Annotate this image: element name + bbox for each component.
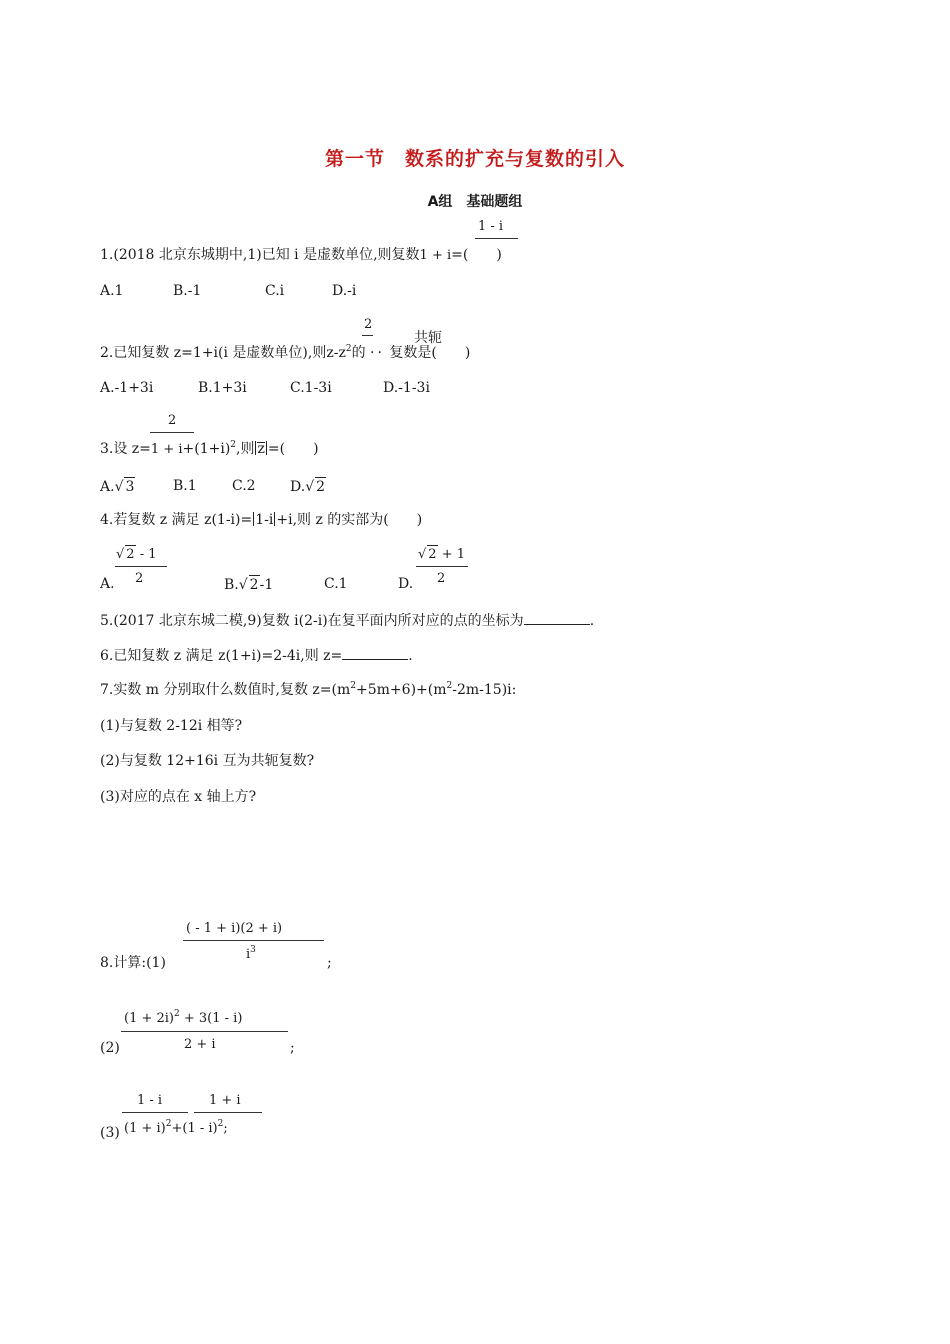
q4-option-a-radicand: 2: [126, 547, 135, 562]
q2-minus-z: -z: [333, 345, 346, 361]
q3-option-d: [290, 477, 326, 496]
sqrt-icon: √ 2: [116, 547, 135, 562]
q7-square-2: 2: [446, 681, 453, 691]
q8-p2-label: (2): [100, 1040, 120, 1056]
q3-z-conjugate: z: [257, 441, 265, 457]
q8-p2-numerator: [124, 1010, 242, 1029]
q4-stem-abs: 1-i: [255, 512, 274, 528]
q4-option-b: [224, 575, 273, 594]
q8-p1-end: ;: [327, 955, 332, 971]
q3-fraction-denominator: 1 + i: [150, 442, 183, 457]
q5-end: .: [589, 613, 595, 629]
q8-p3-bar-2: [194, 1112, 262, 1113]
q8-p1-bar: [183, 940, 324, 941]
q4-option-d-radicand: 2: [428, 547, 437, 562]
q6-answer-blank: [342, 645, 408, 660]
q2-emphasis-dots: ··: [370, 345, 385, 361]
q1-stem: [100, 246, 502, 265]
q5-answer-blank: [524, 610, 590, 625]
question-6: [100, 645, 413, 665]
q1-option-a: A.1: [100, 283, 124, 299]
q1-fraction-denominator: 1 + i: [419, 248, 452, 263]
q1-stem-end: =( ): [451, 247, 502, 263]
q8-p1-numerator: ( - 1 + i)(2 + i): [186, 921, 283, 936]
q2-option-b: B.1+3i: [198, 380, 247, 396]
q3-stem-end: =( ): [267, 441, 319, 457]
q8-p3-den1-exp: 2: [165, 1119, 172, 1129]
q5-stem: 5.(2017 北京东城二模,9)复数 i(2-i)在复平面内所对应的点的坐标为: [100, 613, 524, 629]
q4-option-d-denominator: 2: [437, 571, 446, 586]
q7-sub-1: (1)与复数 2-12i 相等?: [100, 718, 243, 734]
q2-de: 的: [351, 345, 366, 361]
q3-stem-mid: +(1+i): [182, 441, 231, 457]
q3-option-d-radicand: 2: [316, 479, 326, 495]
q8-p3-bar-1: [122, 1112, 188, 1113]
q4-option-b-rest: -1: [259, 577, 274, 593]
q2-option-a: A.-1+3i: [100, 380, 154, 396]
q3-square: 2: [230, 440, 237, 450]
q8-p3-denominator-1: [124, 1120, 228, 1139]
q1-option-d: D.-i: [332, 283, 357, 299]
q8-p2-num-b: + 3(1 - i): [179, 1011, 243, 1026]
q8-p2-num-a: (1 + 2i): [124, 1011, 175, 1026]
q1-option-b: B.-1: [173, 283, 202, 299]
q4-option-d-label: D.: [398, 576, 414, 592]
group-title: A组 基础题组: [427, 194, 523, 210]
q7-stem-b: +5m+6)+(m: [356, 682, 447, 698]
q4-option-a-bar: [115, 566, 167, 567]
q7-stem-a: 7.实数 m 分别取什么数值时,复数 z=(m: [100, 682, 351, 698]
q8-p3-numerator-1: 1 - i: [137, 1093, 163, 1108]
q2-option-d: D.-1-3i: [383, 380, 430, 396]
q4-option-b-radicand: 2: [249, 577, 259, 593]
question-5: [100, 610, 594, 630]
q2-fraction-bar: [362, 335, 373, 336]
q2-stem: [100, 344, 470, 364]
q8-p3-end: ;: [223, 1121, 228, 1136]
q4-option-a-num-rest: - 1: [135, 547, 157, 562]
q7-stem-c: -2m-15)i:: [452, 682, 517, 698]
q4-option-d-num-rest: + 1: [437, 547, 466, 562]
q8-p2-exp: 2: [174, 1009, 180, 1019]
sqrt-icon: √ 2: [238, 577, 259, 593]
q3-option-b: B.1: [173, 478, 197, 494]
q1-fraction-numerator: 1 - i: [478, 219, 504, 234]
q3-stem-then: ,则: [236, 441, 255, 457]
q2-annotation: 共轭: [414, 330, 442, 346]
q8-p2-end: ;: [290, 1040, 295, 1056]
q3-fraction-bar: [150, 432, 194, 433]
q1-option-c: C.i: [265, 283, 285, 299]
q4-option-b-label: B.: [224, 577, 239, 593]
q2-stem-text: 2.已知复数 z=1+i(i 是虚数单位),则: [100, 345, 327, 361]
q1-stem-text: 1.(2018 北京东城期中,1)已知 i 是虚数单位,则复数: [100, 247, 420, 263]
q7-square-1: 2: [350, 681, 357, 691]
q3-stem-text: 3.设 z=: [100, 441, 151, 457]
q8-p3-plus: +: [171, 1121, 183, 1136]
q8-p2-bar: [121, 1031, 288, 1032]
q8-p3-numerator-2: 1 + i: [209, 1093, 241, 1108]
q8-p3-label: (3): [100, 1125, 120, 1141]
q4-stem-end: +i,则 z 的实部为( ): [276, 512, 423, 528]
sqrt-icon: √ 3: [114, 479, 135, 495]
q8-p3-den2-exp: 2: [217, 1119, 224, 1129]
question-7-stem: [100, 681, 516, 701]
q3-abs-left: [255, 441, 256, 455]
q7-sub-3: (3)对应的点在 x 轴上方?: [100, 789, 257, 805]
q4-option-c: C.1: [324, 576, 348, 592]
q3-option-a: [100, 477, 135, 496]
q4-stem: [100, 511, 422, 529]
q3-abs-right: [266, 441, 267, 455]
q8-p3-den2-base: (1 - i): [182, 1121, 218, 1136]
q8-p1-den-base: i: [246, 947, 251, 962]
q7-sub-2: (2)与复数 12+16i 互为共轭复数?: [100, 753, 315, 769]
q3-option-d-label: D.: [290, 479, 306, 495]
q8-p1-denominator: [246, 946, 256, 965]
q3-option-a-radicand: 3: [125, 479, 135, 495]
q6-end: .: [408, 648, 413, 664]
q3-option-a-label: A.: [100, 479, 115, 495]
q4-option-d-numerator: [418, 545, 465, 564]
q1-fraction-bar: [475, 238, 518, 239]
q4-option-d-bar: [416, 566, 468, 567]
q2-stem-end: 复数是( ): [389, 345, 471, 361]
q4-stem-text: 4.若复数 z 满足 z(1-i)=: [100, 512, 253, 528]
q2-fraction-numerator: 2: [364, 317, 373, 332]
q3-fraction-numerator: 2: [168, 413, 177, 428]
q4-option-a-numerator: [116, 545, 157, 564]
page-title: 第一节 数系的扩充与复数的引入: [324, 148, 625, 170]
q2-square: 2: [345, 344, 352, 354]
q3-option-c: C.2: [232, 478, 256, 494]
q2-option-c: C.1-3i: [290, 380, 332, 396]
q6-stem: 6.已知复数 z 满足 z(1+i)=2-4i,则 z=: [100, 648, 343, 664]
q8-label: 8.计算:(1): [100, 955, 166, 971]
sqrt-icon: √ 2: [418, 547, 437, 562]
q4-option-a-label: A.: [100, 576, 115, 592]
q8-p2-denominator: 2 + i: [184, 1037, 216, 1052]
q2-fraction-denominator: z: [326, 345, 334, 361]
q8-p3-den1-base: (1 + i): [124, 1121, 166, 1136]
q4-option-a-denominator: 2: [135, 571, 144, 586]
q3-stem: [100, 440, 319, 460]
q8-p1-den-exp: 3: [250, 945, 256, 955]
sqrt-icon: √ 2: [305, 479, 326, 495]
